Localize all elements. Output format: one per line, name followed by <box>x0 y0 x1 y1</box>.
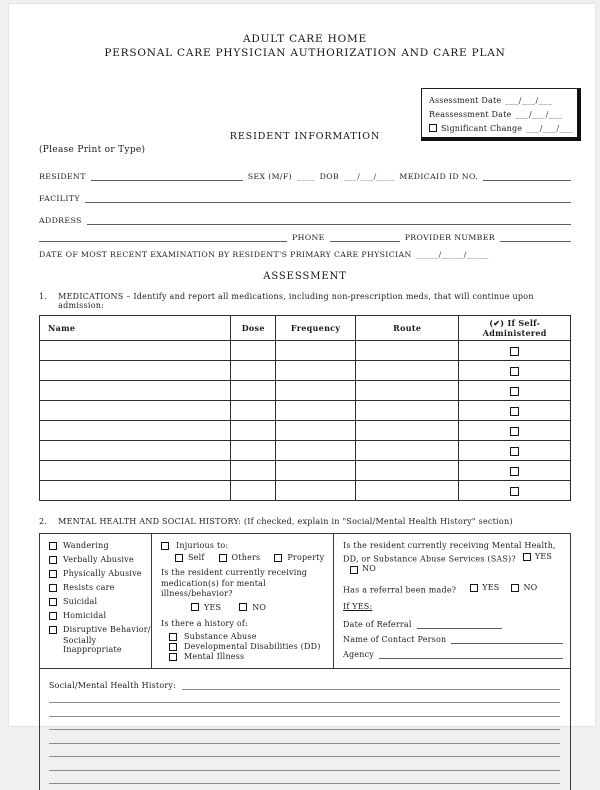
services-yes-option <box>523 552 552 563</box>
history-write-line[interactable] <box>49 744 560 758</box>
behavior-item <box>49 583 144 592</box>
dob-label: DOB <box>319 172 340 181</box>
property-checkbox[interactable] <box>274 554 282 562</box>
phone-blank[interactable] <box>330 231 400 242</box>
self-administered-cell <box>459 461 571 481</box>
self-administered-cell <box>459 421 571 441</box>
medications-section-number: 1. <box>39 292 48 301</box>
history-write-line[interactable] <box>49 757 560 771</box>
column-header-self-administered: (✔) If Self-Administered <box>459 316 571 341</box>
dose-cell[interactable] <box>231 481 276 501</box>
services-yes-checkbox[interactable] <box>523 553 531 561</box>
route-cell[interactable] <box>355 361 459 381</box>
self-administered-checkbox[interactable] <box>510 347 519 356</box>
dose-cell[interactable] <box>231 421 276 441</box>
reassessment-date-row <box>429 107 571 121</box>
name-cell[interactable] <box>40 421 231 441</box>
facility-label: FACILITY <box>39 194 80 203</box>
route-cell[interactable] <box>355 381 459 401</box>
history-write-line[interactable] <box>49 703 560 717</box>
provider-number-label: PROVIDER NUMBER <box>404 233 495 242</box>
route-cell[interactable] <box>355 441 459 461</box>
agency-label: Agency <box>343 649 374 659</box>
behavior-label: Resists care <box>63 583 115 592</box>
behavior-item <box>49 541 144 550</box>
social-mental-health-history-area <box>39 669 571 790</box>
agency-blank[interactable] <box>379 648 563 659</box>
dose-cell[interactable] <box>231 381 276 401</box>
self-administered-checkbox[interactable] <box>510 387 519 396</box>
behavior-label: Disruptive Behavior/ <box>63 625 151 634</box>
self-administered-checkbox[interactable] <box>510 367 519 376</box>
date-of-referral-blank[interactable] <box>417 618 502 629</box>
history-blank[interactable] <box>182 679 560 690</box>
assessment-date-box <box>421 88 581 141</box>
behavior-item <box>49 569 144 578</box>
yes-label: YES <box>204 602 222 612</box>
history-option-label: Mental Illness <box>184 652 245 661</box>
sex-blank[interactable]: ____ <box>297 172 315 181</box>
disruptive-behavior-checkbox[interactable] <box>49 626 57 634</box>
no-label: NO <box>523 583 538 592</box>
significant-change-blank[interactable]: ___/___/___ <box>526 123 574 133</box>
frequency-cell[interactable] <box>276 481 356 501</box>
assessment-date-blank[interactable]: ___/___/___ <box>505 95 553 105</box>
mental-health-section-number: 2. <box>39 517 48 526</box>
medication-row <box>40 481 571 501</box>
if-yes-label: If YES: <box>343 601 373 611</box>
yes-label: YES <box>482 583 500 592</box>
route-cell[interactable] <box>355 461 459 481</box>
assessment-heading: ASSESSMENT <box>263 271 347 282</box>
self-administered-cell <box>459 361 571 381</box>
injurious-label: Injurious to: <box>176 541 229 550</box>
form-title-line1: ADULT CARE HOME <box>242 33 367 45</box>
address-row <box>39 210 571 225</box>
suicidal-checkbox[interactable] <box>49 598 57 606</box>
medication-row <box>40 361 571 381</box>
route-cell[interactable] <box>355 341 459 361</box>
behavior-label: Suicidal <box>63 597 98 606</box>
dose-cell[interactable] <box>231 341 276 361</box>
behavior-label: Wandering <box>63 541 109 550</box>
self-administered-cell <box>459 341 571 361</box>
medication-yes-no-row <box>191 603 326 612</box>
reassessment-date-blank[interactable]: ___/___/___ <box>515 109 563 119</box>
injurious-option <box>175 553 205 562</box>
option-label: Property <box>287 553 325 562</box>
homicidal-checkbox[interactable] <box>49 612 57 620</box>
substance-abuse-checkbox[interactable] <box>169 633 177 641</box>
referral-question-row <box>343 583 563 596</box>
services-referral-column <box>334 534 570 668</box>
name-cell[interactable] <box>40 401 231 421</box>
behavior-item <box>49 625 151 634</box>
others-checkbox[interactable] <box>219 554 227 562</box>
history-option-label: Developmental Disabilities (DD) <box>184 642 321 651</box>
mental-health-section-heading <box>39 517 571 526</box>
route-cell[interactable] <box>355 401 459 421</box>
name-cell[interactable] <box>40 461 231 481</box>
medication-yes-checkbox[interactable] <box>191 603 199 611</box>
dose-cell[interactable] <box>231 441 276 461</box>
frequency-cell[interactable] <box>276 401 356 421</box>
option-label: Others <box>231 553 261 562</box>
column-header-name: Name <box>40 316 231 341</box>
self-administered-cell <box>459 401 571 421</box>
medicaid-label: MEDICAID ID NO. <box>399 172 479 181</box>
physically-abusive-checkbox[interactable] <box>49 570 57 578</box>
developmental-disabilities-checkbox[interactable] <box>169 643 177 651</box>
medication-no-checkbox[interactable] <box>239 603 247 611</box>
history-write-line[interactable] <box>49 771 560 785</box>
date-of-referral-label: Date of Referral <box>343 619 412 629</box>
services-question: Is the resident currently receiving Mental Health, DD, or Substance Abuse Services (SAS)? <box>343 541 556 563</box>
sex-label: SEX (M/F) <box>247 172 293 181</box>
medication-row <box>40 441 571 461</box>
resident-row <box>39 166 571 181</box>
no-label: NO <box>362 564 376 574</box>
no-option <box>239 603 266 612</box>
option-label: Self <box>188 553 205 562</box>
facility-row <box>39 188 571 203</box>
address-label: ADDRESS <box>39 216 82 225</box>
frequency-cell[interactable] <box>276 441 356 461</box>
referral-no-checkbox[interactable] <box>511 584 519 592</box>
self-administered-checkbox[interactable] <box>510 467 519 476</box>
dose-cell[interactable] <box>231 461 276 481</box>
history-write-line[interactable] <box>49 730 560 744</box>
behavior-checklist-column <box>40 534 152 668</box>
assessment-date-label: Assessment Date <box>429 95 502 105</box>
self-checkbox[interactable] <box>175 554 183 562</box>
address-blank[interactable] <box>87 214 571 225</box>
exam-date-blank[interactable]: _____/_____/_____ <box>416 250 489 259</box>
resists-care-checkbox[interactable] <box>49 584 57 592</box>
self-administered-cell <box>459 381 571 401</box>
self-administered-checkbox[interactable] <box>510 427 519 436</box>
medication-row <box>40 341 571 361</box>
name-cell[interactable] <box>40 341 231 361</box>
injurious-medication-column <box>152 534 334 668</box>
assessment-date-row <box>429 93 571 107</box>
behavior-label: Verbally Abusive <box>63 555 134 564</box>
history-option <box>169 652 326 661</box>
provider-number-blank[interactable] <box>500 231 571 242</box>
history-title-row <box>49 678 560 690</box>
medication-row <box>40 461 571 481</box>
injurious-option <box>219 553 261 562</box>
services-question-row <box>343 541 563 577</box>
phone-provider-row <box>39 227 571 242</box>
date-of-referral-row <box>343 618 563 629</box>
yes-label: YES <box>534 551 553 561</box>
self-administered-cell <box>459 441 571 461</box>
yes-option <box>191 603 221 612</box>
form-page <box>8 3 596 727</box>
injurious-options-row <box>175 553 326 562</box>
dose-cell[interactable] <box>231 401 276 421</box>
resident-name-blank[interactable] <box>91 170 243 181</box>
history-write-line[interactable] <box>49 717 560 731</box>
name-cell[interactable] <box>40 381 231 401</box>
behavior-item <box>49 555 144 564</box>
referral-no-option <box>511 583 537 594</box>
exam-date-row <box>39 244 571 259</box>
frequency-cell[interactable] <box>276 341 356 361</box>
contact-person-blank[interactable] <box>451 633 563 644</box>
verbally-abusive-checkbox[interactable] <box>49 556 57 564</box>
resident-information-heading: RESIDENT INFORMATION <box>229 131 381 142</box>
exam-date-label: DATE OF MOST RECENT EXAMINATION BY RESIDENT'S PRIMARY CARE PHYSICIAN <box>39 250 412 259</box>
behavior-item <box>49 597 144 606</box>
medications-section-text: MEDICATIONS – Identify and report all medications, including non-prescription meds, that will continue upon admission: <box>58 292 534 310</box>
history-option-label: Substance Abuse <box>184 632 257 641</box>
mental-health-box <box>39 533 571 669</box>
medication-row <box>40 381 571 401</box>
self-administered-checkbox[interactable] <box>510 447 519 456</box>
medications-table <box>39 315 571 501</box>
significant-change-checkbox[interactable] <box>429 124 437 132</box>
injurious-option <box>274 553 324 562</box>
agency-row <box>343 648 563 659</box>
phone-label: PHONE <box>292 233 325 242</box>
medication-question: Is the resident currently receiving medication(s) for mental illness/behavior? <box>161 568 308 598</box>
referral-yes-option <box>470 583 499 594</box>
significant-change-label: Significant Change <box>441 123 523 133</box>
mental-health-section-text: MENTAL HEALTH AND SOCIAL HISTORY: (If checked, explain in "Social/Mental Health History" section) <box>58 517 513 526</box>
column-header-frequency: Frequency <box>276 316 356 341</box>
medication-row <box>40 421 571 441</box>
injurious-row <box>161 541 326 550</box>
self-administered-checkbox[interactable] <box>510 407 519 416</box>
column-header-dose: Dose <box>231 316 276 341</box>
frequency-cell[interactable] <box>276 381 356 401</box>
significant-change-row <box>429 121 574 135</box>
contact-person-label: Name of Contact Person <box>343 634 447 644</box>
name-cell[interactable] <box>40 481 231 501</box>
behavior-item <box>49 611 144 620</box>
frequency-cell[interactable] <box>276 421 356 441</box>
dose-cell[interactable] <box>231 361 276 381</box>
contact-person-row <box>343 633 563 644</box>
services-no-option <box>350 564 376 575</box>
history-write-line[interactable] <box>49 690 560 704</box>
referral-yes-checkbox[interactable] <box>470 584 478 592</box>
facility-blank[interactable] <box>85 192 571 203</box>
medications-section-heading <box>39 292 571 310</box>
name-cell[interactable] <box>40 361 231 381</box>
behavior-label: Homicidal <box>63 611 107 620</box>
history-option <box>169 632 326 641</box>
mental-illness-checkbox[interactable] <box>169 653 177 661</box>
behavior-label-continued: Socially Inappropriate <box>63 636 122 654</box>
history-of-label: Is there a history of: <box>161 618 248 628</box>
resident-label: RESIDENT <box>39 172 86 181</box>
dob-blank[interactable]: ___/___/____ <box>344 172 395 181</box>
reassessment-date-label: Reassessment Date <box>429 109 512 119</box>
form-title-line2: PERSONAL CARE PHYSICIAN AUTHORIZATION AND CARE PLAN <box>104 47 506 59</box>
self-administered-cell <box>459 481 571 501</box>
wandering-checkbox[interactable] <box>49 542 57 550</box>
medication-row <box>40 401 571 421</box>
address-continued-blank[interactable] <box>39 231 287 242</box>
print-or-type-note: (Please Print or Type) <box>39 145 146 155</box>
no-label: NO <box>252 602 267 612</box>
name-cell[interactable] <box>40 441 231 461</box>
route-cell[interactable] <box>355 481 459 501</box>
self-administered-checkbox[interactable] <box>510 487 519 496</box>
route-cell[interactable] <box>355 421 459 441</box>
medicaid-blank[interactable] <box>483 170 571 181</box>
referral-question: Has a referral been made? <box>343 585 457 595</box>
frequency-cell[interactable] <box>276 461 356 481</box>
column-header-route: Route <box>355 316 459 341</box>
medications-header-row <box>40 316 571 341</box>
history-title: Social/Mental Health History: <box>49 680 176 690</box>
frequency-cell[interactable] <box>276 361 356 381</box>
services-no-checkbox[interactable] <box>350 566 358 574</box>
behavior-label: Physically Abusive <box>63 569 142 578</box>
history-option <box>169 642 326 651</box>
injurious-checkbox[interactable] <box>161 542 169 550</box>
